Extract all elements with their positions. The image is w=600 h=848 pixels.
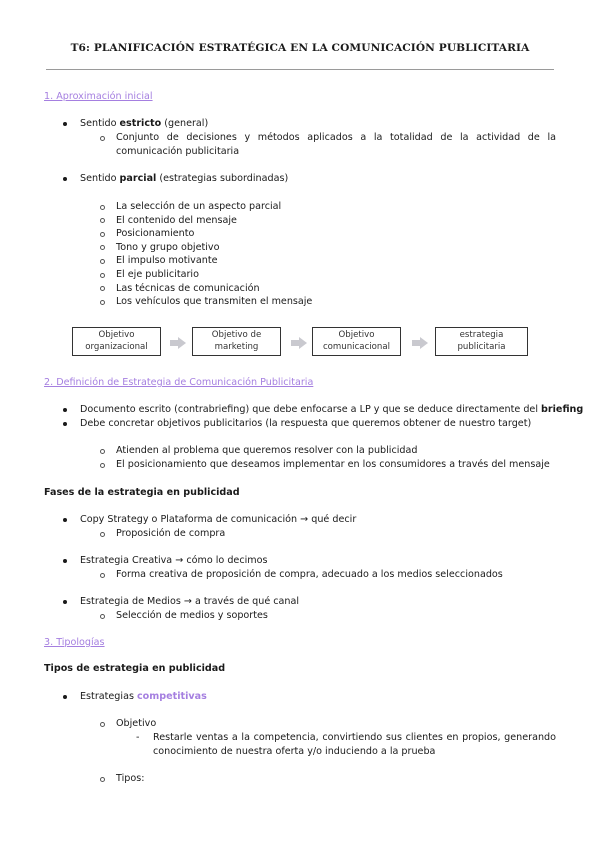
tipos-heading: Tipos de estrategia en publicidad xyxy=(44,663,226,674)
bullet-estrategias-competitivas xyxy=(80,690,207,704)
flow-arrow-icon xyxy=(299,337,307,349)
section-heading-1[interactable]: 1. Aproximación inicial xyxy=(44,91,153,102)
list-item: Atienden al problema que queremos resolver con la publicidad xyxy=(116,445,418,456)
flow-arrow-icon xyxy=(178,337,186,349)
list-item: Estrategia de Medios → a través de qué canal xyxy=(80,596,300,607)
bullet-parcial xyxy=(80,172,288,186)
list-item: La selección de un aspecto parcial xyxy=(116,201,282,212)
bullet-estricto xyxy=(80,117,208,131)
text: publicitaria xyxy=(457,341,506,352)
list-item: Las técnicas de comunicación xyxy=(116,282,260,294)
list-item: Proposición de compra xyxy=(116,528,226,539)
list-item: El posicionamiento que deseamos implementar en los consumidores a través del mensaje xyxy=(116,459,550,470)
text: Estrategias xyxy=(80,691,137,702)
title-divider xyxy=(46,69,554,70)
list-item: El eje publicitario xyxy=(116,269,199,280)
list-item: El contenido del mensaje xyxy=(116,214,237,226)
text: Objetivo de xyxy=(211,330,262,341)
sub-estricto: Conjunto de decisiones y métodos aplicados a la totalidad de la actividad de la comunicación publicitaria xyxy=(116,132,556,157)
text: Sentido xyxy=(80,173,120,184)
list-item: Posicionamiento xyxy=(116,228,195,240)
text: comunicacional xyxy=(322,341,391,352)
flow-box-objetivo-comunicacional xyxy=(312,327,401,356)
bold-term: briefing xyxy=(541,404,584,415)
bullet-objetivos: Debe concretar objetivos publicitarios (la respuesta que queremos obtener de nuestro target) xyxy=(80,418,532,429)
highlight-term: competitivas xyxy=(137,691,207,702)
list-item: Objetivo xyxy=(116,718,157,729)
dash-item: - Restarle ventas a la competencia, convirtiendo sus clientes en propios, generando conocimiento de nuestra oferta y/o induciendo a la prueba xyxy=(153,731,556,758)
page-title: T6: PLANIFICACIÓN ESTRATÉGICA EN LA COMUNICACIÓN PUBLICITARIA xyxy=(70,42,530,54)
section-heading-3[interactable]: 3. Tipologías xyxy=(44,637,105,648)
list-item: Copy Strategy o Plataforma de comunicación → qué decir xyxy=(80,514,357,525)
list-item: Estrategia Creativa → cómo lo decimos xyxy=(80,555,268,566)
text: estrategia xyxy=(459,330,504,341)
text: Sentido xyxy=(80,118,120,129)
text: (estrategias subordinadas) xyxy=(156,173,289,184)
list-item: Tono y grupo objetivo xyxy=(116,241,220,253)
list-item: Forma creativa de proposición de compra, adecuado a los medios seleccionados xyxy=(116,569,503,580)
flow-box-estrategia-publicitaria xyxy=(435,327,528,356)
list-item: Selección de medios y soportes xyxy=(116,610,268,621)
text: Objetivo xyxy=(338,330,375,341)
flow-arrow-icon xyxy=(420,337,428,349)
bullet-documento xyxy=(80,403,583,417)
list-item: Los vehículos que transmiten el mensaje xyxy=(116,296,313,308)
bold-term: estricto xyxy=(119,118,162,129)
list-item: Tipos: xyxy=(116,773,145,784)
bold-term: parcial xyxy=(119,173,157,184)
list-item: El impulso motivante xyxy=(116,255,218,267)
text: (general) xyxy=(161,118,209,129)
section-heading-2[interactable]: 2. Definición de Estrategia de Comunicación Publicitaria xyxy=(44,377,314,388)
text: Documento escrito (contrabriefing) que debe enfocarse a LP y que se deduce directamente del xyxy=(80,404,542,415)
fases-heading: Fases de la estrategia en publicidad xyxy=(44,487,240,498)
text: Objetivo xyxy=(98,330,135,341)
flow-box-objetivo-organizacional xyxy=(72,327,161,356)
flow-box-objetivo-marketing xyxy=(192,327,281,356)
text: marketing xyxy=(214,341,259,352)
text: organizacional xyxy=(85,341,148,352)
